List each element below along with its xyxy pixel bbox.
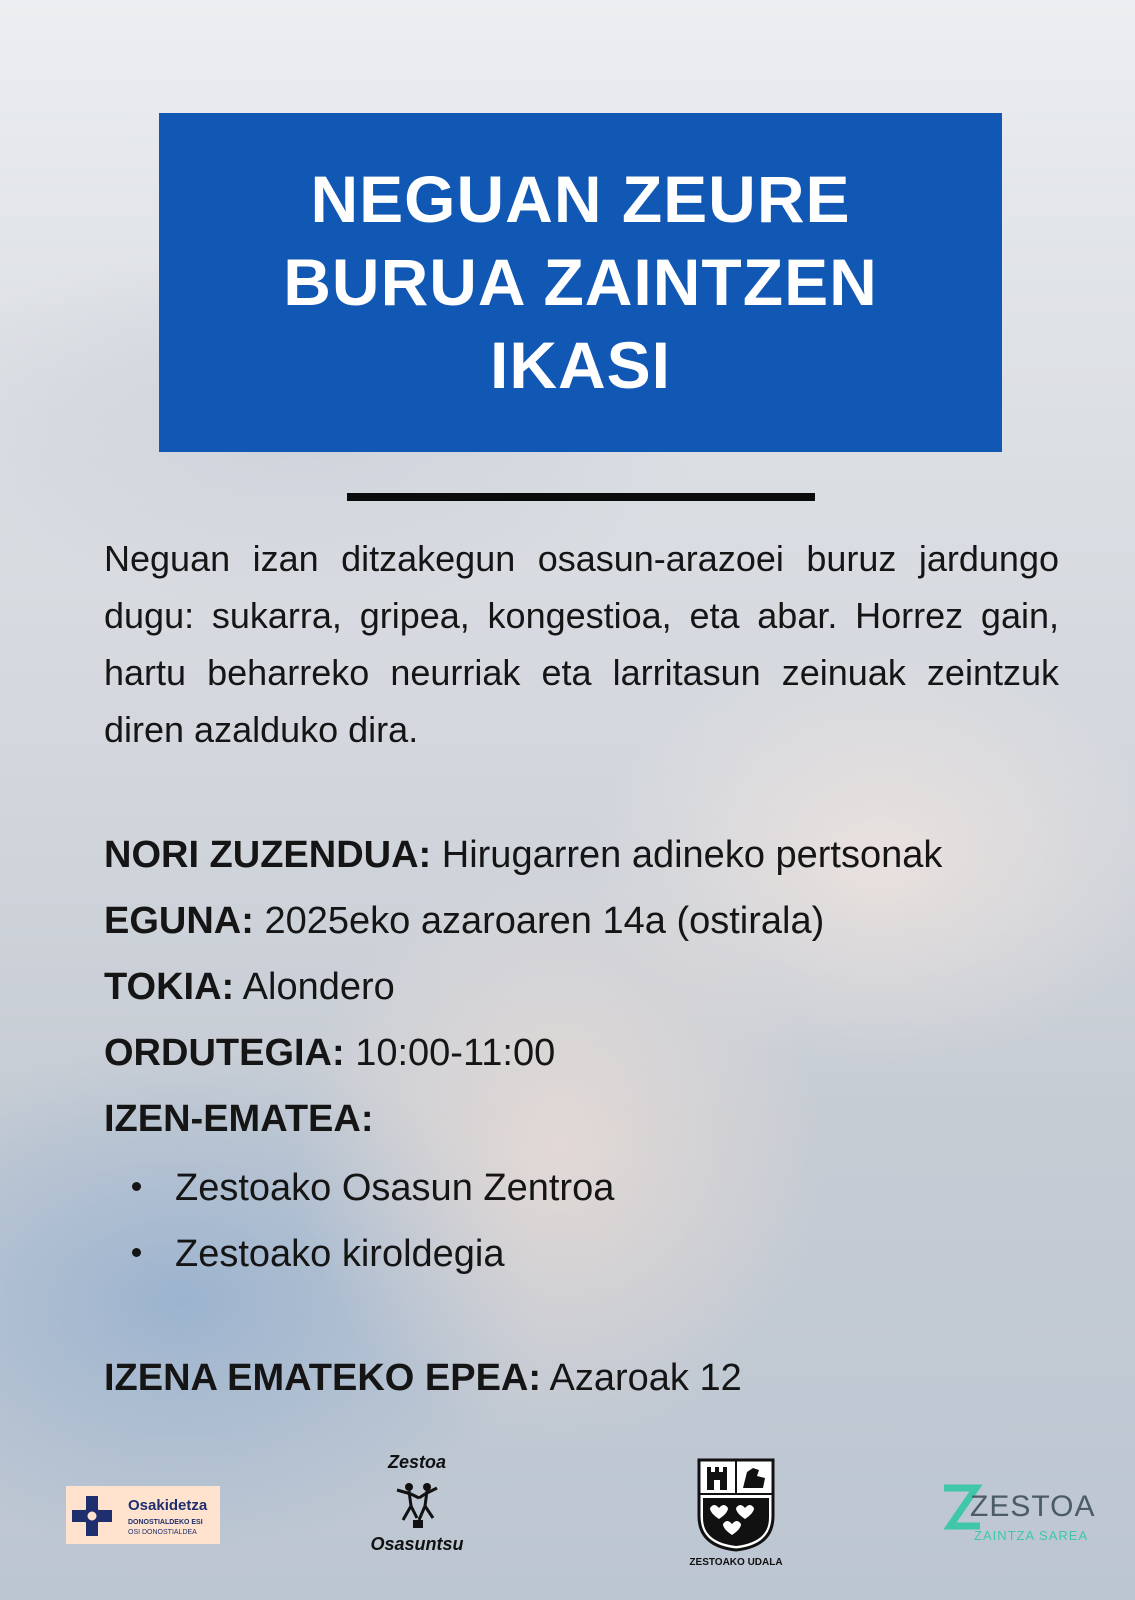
zestoa-osasuntsu-bottom: Osasuntsu bbox=[370, 1534, 464, 1554]
zestoako-udala-logo bbox=[680, 1458, 790, 1573]
coat-of-arms-icon bbox=[697, 1458, 775, 1552]
deadline-label: IZENA EMATEKO EPEA: bbox=[104, 1357, 542, 1399]
bullet-icon bbox=[132, 1182, 141, 1191]
place-row bbox=[104, 954, 1104, 1020]
title-banner bbox=[159, 113, 1002, 452]
bullet-icon bbox=[132, 1248, 141, 1257]
audience-label: NORI ZUZENDUA: bbox=[104, 834, 432, 876]
list-item bbox=[104, 1221, 614, 1287]
poster-title: NEGUAN ZEURE BURUA ZAINTZEN IKASI bbox=[283, 162, 878, 402]
registration-places bbox=[104, 1155, 614, 1287]
registration-place: Zestoako kiroldegia bbox=[175, 1233, 505, 1275]
place-value: Alondero bbox=[242, 966, 395, 1008]
osakidetza-name: Osakidetza bbox=[128, 1497, 208, 1514]
place-label: TOKIA: bbox=[104, 966, 235, 1008]
divider bbox=[347, 493, 815, 501]
registration-row bbox=[104, 1086, 1104, 1152]
time-value: 10:00-11:00 bbox=[355, 1032, 556, 1074]
zaintza-sarea-subtitle: ZAINTZA SAREA bbox=[974, 1528, 1089, 1543]
event-details bbox=[104, 822, 1104, 1152]
osakidetza-subtitle: DONOSTIALDEKO ESI bbox=[128, 1519, 203, 1526]
zestoa-osasuntsu-logo bbox=[357, 1452, 477, 1562]
date-row bbox=[104, 888, 1104, 954]
audience-row bbox=[104, 822, 1104, 888]
deadline-value: Azaroak 12 bbox=[549, 1357, 742, 1399]
osakidetza-cross-icon bbox=[72, 1496, 112, 1536]
registration-label: IZEN-EMATEA: bbox=[104, 1098, 374, 1140]
udala-label: ZESTOAKO UDALA bbox=[689, 1557, 783, 1568]
list-item bbox=[104, 1155, 614, 1221]
zestoa-osasuntsu-top: Zestoa bbox=[387, 1452, 447, 1472]
zaintza-sarea-logo bbox=[940, 1480, 1096, 1550]
time-label: ORDUTEGIA: bbox=[104, 1032, 345, 1074]
osakidetza-logo bbox=[66, 1486, 220, 1544]
audience-value: Hirugarren adineko pertsonak bbox=[441, 834, 943, 876]
intro-paragraph: Neguan izan ditzakegun osasun-arazoei buruz jardungo dugu: sukarra, gripea, kongestioa, eta abar. Horrez gain, hartu beharreko neurriak eta larritasun zeinuak zeintzuk diren azalduko dira. bbox=[104, 538, 1059, 750]
date-label: EGUNA: bbox=[104, 900, 254, 942]
registration-place: Zestoako Osasun Zentroa bbox=[175, 1167, 615, 1209]
date-value: 2025eko azaroaren 14a (ostirala) bbox=[264, 900, 825, 942]
dancers-icon bbox=[389, 1480, 445, 1530]
zaintza-sarea-name: ZESTOA bbox=[970, 1490, 1096, 1523]
time-row bbox=[104, 1020, 1104, 1086]
osakidetza-subtitle-2: OSI DONOSTIALDEA bbox=[128, 1529, 197, 1536]
deadline-row bbox=[104, 1345, 742, 1411]
